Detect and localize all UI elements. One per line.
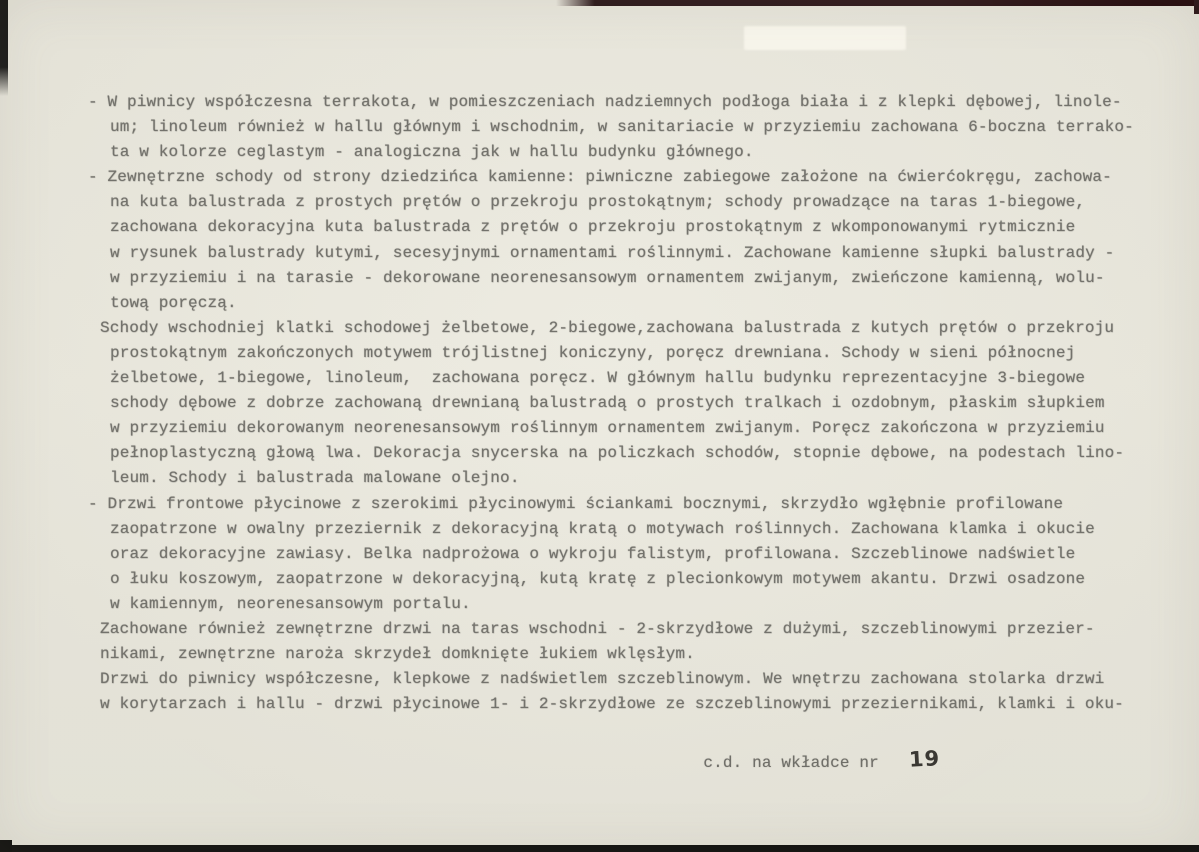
scan-edge-bottom-artifact <box>8 845 1199 852</box>
scan-edge-left-artifact <box>0 0 8 96</box>
typed-line: w kamiennym, neorenesansowym portalu. <box>110 594 471 613</box>
typed-line: w korytarzach i hallu - drzwi płycinowe 1- i 2-skrzydłowe ze szczeblinowymi przeziernikami, klamki i oku- <box>100 695 1124 714</box>
typed-line: Zachowane również zewnętrzne drzwi na taras wschodni - 2-skrzydłowe z dużymi, szczeblinowymi przezier- <box>100 619 1095 638</box>
scan-corner-bottom-left-artifact <box>0 840 12 852</box>
typed-line: żelbetowe, 1-biegowe, linoleum, zachowana poręcz. W głównym hallu budynku reprezentacyjne 3-biegowe <box>110 369 1086 388</box>
typed-line: w rysunek balustrady kutymi, secesyjnymi ornamentami roślinnymi. Zachowane kamienne słupki balustrady - <box>110 243 1115 262</box>
footer-handwritten-page-number: 19 <box>908 746 941 772</box>
scan-light-patch-artifact <box>744 26 906 50</box>
typed-line: - Zewnętrzne schody od strony dziedzińca kamienne: piwniczne zabiegowe założone na ćwierćokręgu, zachowa- <box>88 168 1112 187</box>
typed-line: tową poręczą. <box>110 293 237 312</box>
scan-edge-top-artifact <box>556 0 1199 6</box>
typed-line: zaopatrzone w owalny przeziernik z dekoracyjną kratą o motywach roślinnych. Zachowana klamka i okucie <box>110 519 1095 538</box>
footer-typed-label: c.d. na wkładce nr <box>703 754 879 772</box>
typed-line: leum. Schody i balustrada malowane olejno. <box>110 469 520 488</box>
typed-line: um; linoleum również w hallu głównym i wschodnim, w sanitariacie w przyziemiu zachowana 6-boczna terrako- <box>110 118 1134 137</box>
typed-line: prostokątnym zakończonych motywem trójlistnej koniczyny, poręcz drewniana. Schody w sieni północnej <box>110 343 1076 362</box>
typed-line: o łuku koszowym, zaopatrzone w dekoracyjną, kutą kratę z plecionkowym motywem akantu. Drzwi osadzone <box>110 569 1086 588</box>
typed-line: na kuta balustrada z prostych prętów o przekroju prostokątnym; schody prowadzące na taras 1-biegowe, <box>110 193 1086 212</box>
typed-line: zachowana dekoracyjna kuta balustrada z prętów o przekroju prostokątnym z wkomponowanymi rytmicznie <box>110 218 1076 237</box>
typed-line: Drzwi do piwnicy współczesne, klepkowe z nadświetlem szczeblinowym. We wnętrzu zachowana stolarka drzwi <box>100 670 1105 689</box>
continuation-footer <box>665 730 941 772</box>
typed-line: pełnoplastyczną głową lwa. Dekoracja snycerska na policzkach schodów, stopnie dębowe, na podestach lino- <box>110 444 1125 463</box>
typed-line: nikami, zewnętrzne naroża skrzydeł domknięte łukiem wklęsłym. <box>100 645 695 664</box>
typed-line: w przyziemiu i na tarasie - dekorowane neorenesansowym ornamentem zwijanym, zwieńczone kamienną, wolu- <box>110 268 1105 287</box>
scan-edge-right-artifact <box>1194 0 1199 14</box>
typed-line: w przyziemiu dekorowanym neorenesansowym roślinnym ornamentem zwijanym. Poręcz zakończona w przyziemiu <box>110 419 1105 438</box>
typed-line: ta w kolorze ceglastym - analogiczna jak w hallu budynku głównego. <box>110 143 754 162</box>
typed-line: oraz dekoracyjne zawiasy. Belka nadprożowa o wykroju falistym, profilowana. Szczeblinowe nadświetle <box>110 544 1076 563</box>
typed-line: schody dębowe z dobrze zachowaną drewnianą balustradą o prostych tralkach i ozdobnym, płaskim słupkiem <box>110 394 1105 413</box>
typed-line: Schody wschodniej klatki schodowej żelbetowe, 2-biegowe,zachowana balustrada z kutych prętów o przekroju <box>100 318 1115 337</box>
typed-text-block <box>88 90 1154 717</box>
typed-line: - W piwnicy współczesna terrakota, w pomieszczeniach nadziemnych podłoga biała i z klepki dębowej, linole- <box>88 93 1122 111</box>
typed-line: - Drzwi frontowe płycinowe z szerokimi płycinowymi ściankami bocznymi, skrzydło wgłębnie profilowane <box>88 494 1064 513</box>
